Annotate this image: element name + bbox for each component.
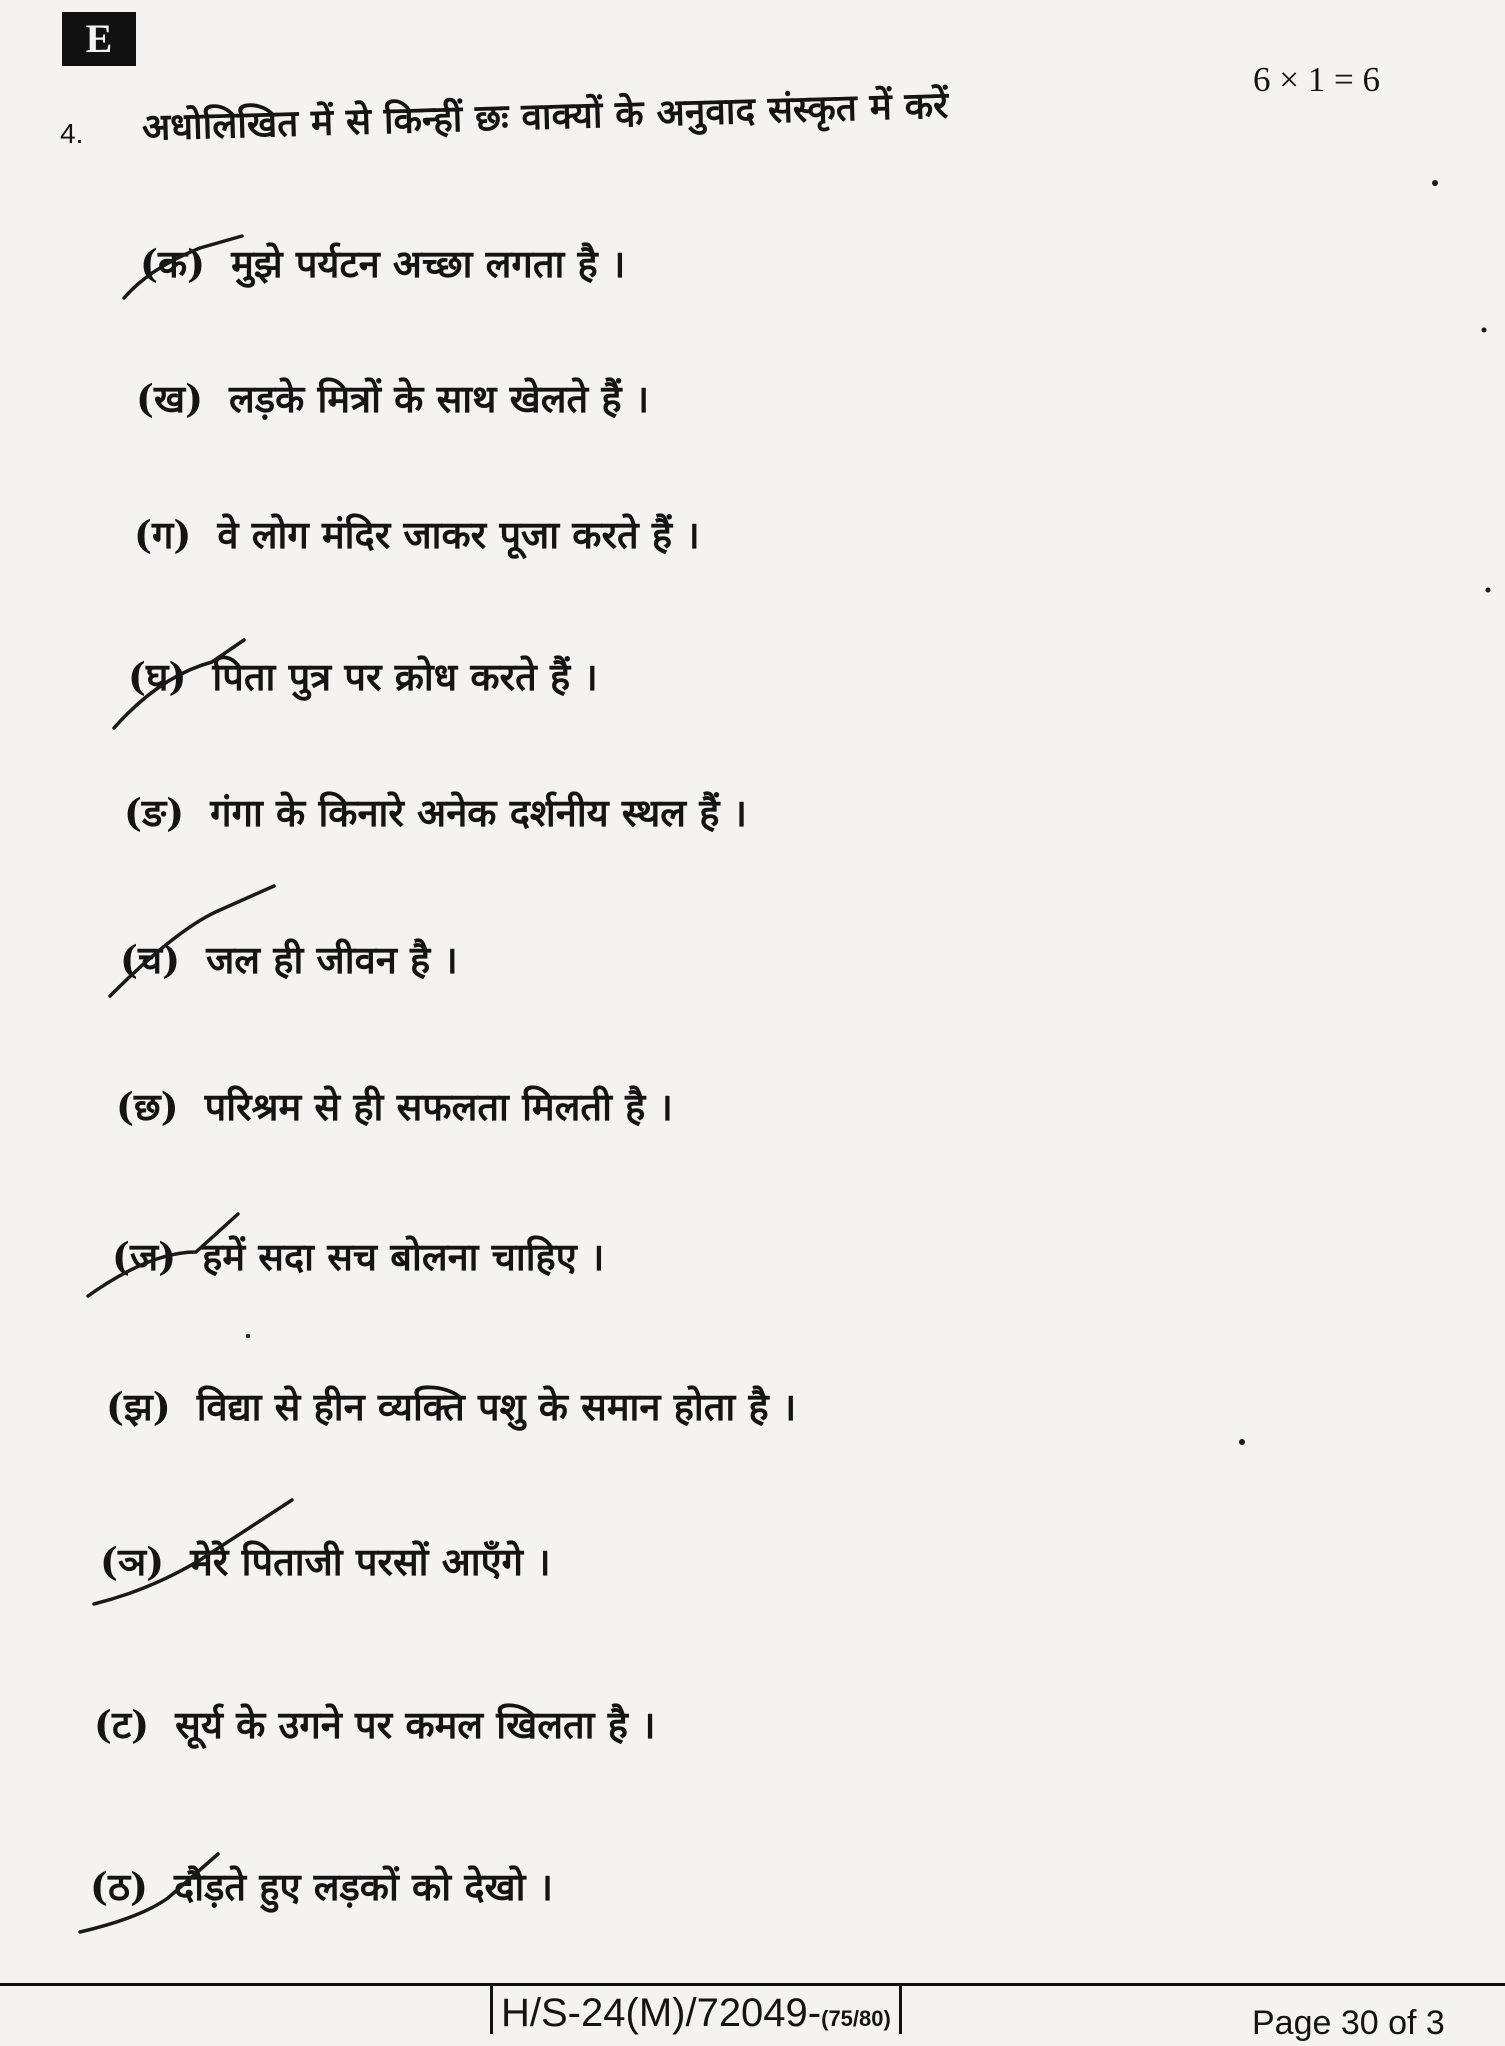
item-text: जल ही जीवन है । — [206, 937, 458, 982]
item-text: हमें सदा सच बोलना चाहिए । — [202, 1234, 605, 1279]
item-label: (घ) — [128, 654, 187, 699]
item-text: परिश्रम से ही सफलता मिलती है । — [204, 1084, 673, 1129]
speck-mark — [1239, 1439, 1245, 1445]
item-text: दौड़ते हुए लड़कों को देखो । — [174, 1864, 554, 1909]
item-text: पिता पुत्र पर क्रोध करते हैं । — [212, 654, 598, 699]
list-item — [94, 1698, 656, 1750]
list-item — [90, 1860, 553, 1912]
list-item — [124, 786, 747, 838]
speck-mark — [1486, 588, 1491, 593]
item-text: मुझे पर्यटन अच्छा लगता है । — [231, 241, 626, 286]
item-text: लड़के मित्रों के साथ खेलते हैं । — [229, 376, 650, 421]
list-item — [106, 1380, 796, 1432]
item-text: वे लोग मंदिर जाकर पूजा करते हैं । — [217, 512, 700, 557]
list-item — [136, 372, 649, 424]
item-label: (ठ) — [90, 1864, 149, 1909]
speck-mark — [1432, 180, 1438, 186]
question-instruction: अधोलिखित में से किन्हीं छः वाक्यों के अनुवाद संस्कृत में करें — [141, 82, 949, 149]
item-label: (ट) — [94, 1702, 150, 1747]
list-item — [116, 1080, 673, 1132]
item-label: (ग) — [134, 512, 192, 557]
page-number: Page 30 of 3 — [1252, 2004, 1445, 2042]
speck-mark — [1482, 328, 1487, 333]
item-label: (ख) — [136, 376, 204, 421]
item-label: (क) — [140, 241, 206, 286]
list-item — [100, 1535, 551, 1587]
paper-code-suffix: (75/80) — [821, 2006, 891, 2031]
section-label: E — [62, 12, 136, 66]
paper-code — [490, 1986, 902, 2034]
item-text: विद्या से हीन व्यक्ति पशु के समान होता है । — [196, 1384, 797, 1429]
item-label: (च) — [120, 937, 181, 982]
question-number: 4. — [60, 118, 84, 149]
item-label: (ङ) — [124, 790, 185, 835]
marks-label: 6 × 1 = 6 — [1253, 60, 1380, 99]
item-text: गंगा के किनारे अनेक दर्शनीय स्थल हैं । — [210, 790, 748, 835]
item-label: (ज) — [112, 1234, 177, 1279]
list-item — [120, 933, 458, 985]
item-text: मेरे पिताजी परसों आएँगे । — [190, 1539, 551, 1584]
item-text: सूर्य के उगने पर कमल खिलता है । — [175, 1702, 656, 1747]
item-label: (छ) — [116, 1084, 179, 1129]
item-label: (झ) — [106, 1384, 171, 1429]
item-label: (ञ) — [100, 1539, 165, 1584]
list-item — [140, 237, 625, 289]
list-item — [112, 1230, 604, 1282]
speck-mark — [246, 1334, 250, 1338]
paper-code-main: H/S-24(M)/72049- — [501, 1991, 822, 2035]
list-item — [128, 650, 598, 702]
list-item — [134, 508, 700, 560]
